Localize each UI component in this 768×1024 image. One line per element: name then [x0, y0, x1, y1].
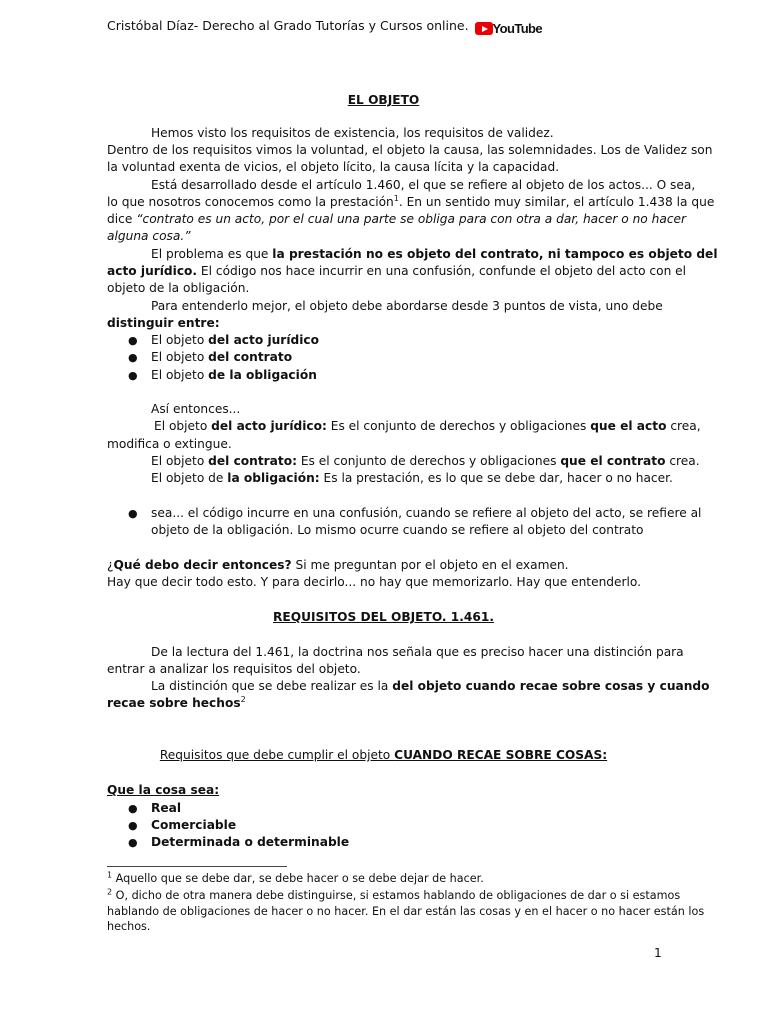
paragraph-3-line-4: alguna cosa.”	[107, 229, 191, 243]
definition-contrato: El objeto del contrato: Es el conjunto de derechos y obligaciones que el contrato crea.	[151, 454, 700, 468]
section-title-requisitos: REQUISITOS DEL OBJETO. 1.461.	[273, 610, 494, 624]
paragraph-1: Hemos visto los requisitos de existencia, los requisitos de validez.	[151, 126, 554, 140]
paragraph-2-line-2: la voluntad exenta de vicios, el objeto lícito, la causa lícita y la capacidad.	[107, 160, 560, 174]
confusion-line-2: objeto de la obligación. Lo mismo ocurre cuando se refiere al objeto del contrato	[151, 523, 644, 537]
distincion-line-2: recae sobre hechos$^2$	[107, 694, 246, 710]
paragraph-4-line-2: acto jurídico. El código nos hace incurrir en una confusión, confunde el objeto del acto con el	[107, 264, 687, 278]
document-title: EL OBJETO	[347, 93, 420, 107]
page-header	[107, 17, 542, 37]
cosa-heading: Que la cosa sea:	[107, 783, 220, 797]
definition-obligacion: El objeto de la obligación: Es la prestación, es lo que se debe dar, hacer o no hacer.	[151, 471, 673, 485]
footnote-2-line-2: hablando de obligaciones de hacer o no hacer. En el dar están las cosas y en el hacer o no hacer están los	[107, 905, 705, 918]
confusion-line-1: sea... el código incurre en una confusión, cuando se refiere al objeto del acto, se refiere al	[151, 506, 702, 520]
paragraph-4-line-3: objeto de la obligación.	[107, 281, 250, 295]
quote-contrato: “contrato es un acto, por el cual una parte se obliga para con otra a dar, hacer o no hacer	[136, 212, 687, 226]
paragraph-3-line-3: dice “contrato es un acto, por el cual una parte se obliga para con otra a dar, hacer o no hacer	[107, 212, 687, 226]
footnote-2-line-1: $^2$ O, dicho de otra manera debe distinguirse, si estamos hablando de obligaciones de dar o si estamos	[107, 887, 681, 902]
page-number: 1	[654, 946, 662, 960]
paragraph-5-line-2: distinguir entre:	[107, 316, 220, 330]
paragraph-5-line-1: Para entenderlo mejor, el objeto debe abordarse desde 3 puntos de vista, uno debe	[151, 299, 663, 313]
answer-line: Hay que decir todo esto. Y para decirlo... no hay que memorizarlo. Hay que entenderlo.	[107, 575, 642, 589]
definition-acto-line-1: El objeto del acto jurídico: Es el conjunto de derechos y obligaciones que el acto crea,	[154, 419, 701, 433]
paragraph-3-line-1: Está desarrollado desde el artículo 1.460, el que se refiere al objeto de los actos... O sea,	[151, 178, 696, 192]
paragraph-2-line-1: Dentro de los requisitos vimos la voluntad, el objeto la causa, las solemnidades. Los de Validez son	[107, 143, 713, 157]
list-item: El objeto del contrato	[151, 350, 293, 364]
bullet-icon: ●	[128, 369, 138, 382]
bullet-icon: ●	[128, 507, 138, 520]
list-item: El objeto de la obligación	[151, 368, 317, 382]
youtube-wordmark: YouTube	[492, 21, 543, 36]
footnote-2-line-3: hechos.	[107, 920, 151, 933]
bullet-icon: ●	[128, 819, 138, 832]
question-line: ¿Qué debo decir entonces? Si me preguntan por el objeto en el examen.	[107, 558, 569, 572]
footnote-ref-2[interactable]: 2	[240, 694, 246, 704]
youtube-logo[interactable]	[475, 19, 542, 37]
footnote-separator	[107, 866, 287, 867]
subheading-cosas: Requisitos que debe cumplir el objeto CUANDO RECAE SOBRE COSAS:	[159, 748, 608, 762]
list-item: Comerciable	[151, 818, 237, 832]
requisitos-paragraph-line-2: entrar a analizar los requisitos del objeto.	[107, 662, 361, 676]
asi-entonces: Así entonces...	[151, 402, 241, 416]
bullet-icon: ●	[128, 334, 138, 347]
list-item: El objeto del acto jurídico	[151, 333, 319, 347]
paragraph-3-line-2: lo que nosotros conocemos como la prestación$^1$. En un sentido muy similar, el artículo 1.438 la que	[107, 193, 715, 209]
definition-acto-line-2: modifica o extingue.	[107, 437, 232, 451]
list-item: Determinada o determinable	[151, 835, 350, 849]
header-text: Cristóbal Díaz- Derecho al Grado Tutorías y Cursos online.	[107, 18, 469, 33]
paragraph-4-line-1: El problema es que la prestación no es objeto del contrato, ni tampoco es objeto del	[151, 247, 718, 261]
footnote-1: $^1$ Aquello que se debe dar, se debe hacer o se debe dejar de hacer.	[107, 870, 484, 885]
youtube-play-icon	[475, 22, 493, 35]
bullet-icon: ●	[128, 351, 138, 364]
bullet-icon: ●	[128, 836, 138, 849]
bullet-icon: ●	[128, 802, 138, 815]
list-item: Real	[151, 801, 182, 815]
footnote-ref-1[interactable]: 1	[393, 193, 399, 203]
requisitos-paragraph-line-1: De la lectura del 1.461, la doctrina nos señala que es preciso hacer una distinción para	[151, 645, 684, 659]
distincion-line-1: La distinción que se debe realizar es la del objeto cuando recae sobre cosas y cuando	[151, 679, 710, 693]
